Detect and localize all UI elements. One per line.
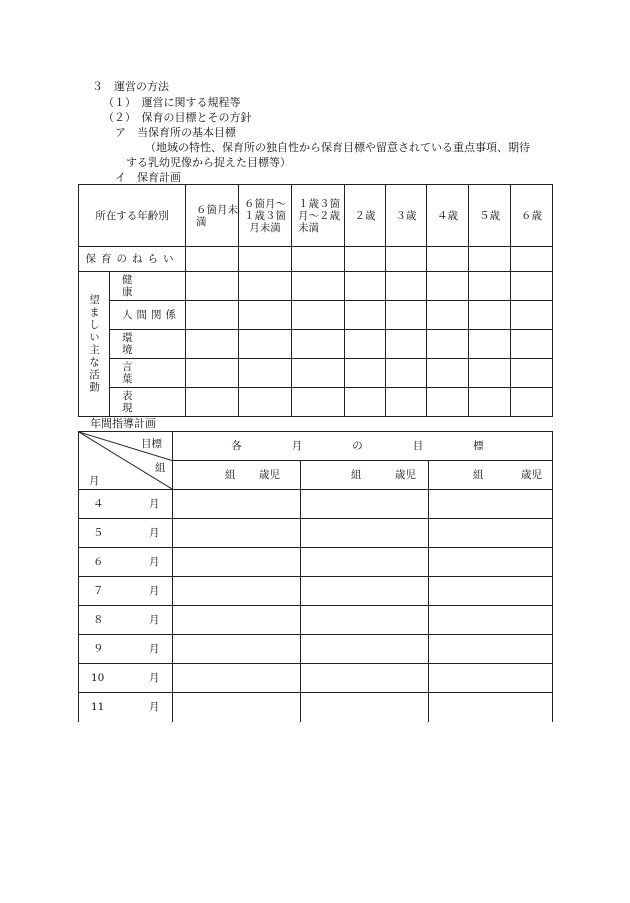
annual-plan-table	[78, 431, 553, 722]
item-basic-goal: ア 当保育所の基本目標	[115, 126, 236, 139]
month-row-label: ９ 月	[79, 635, 173, 664]
month-row-label: 10 月	[79, 664, 173, 693]
age-label: 歳児	[521, 469, 542, 481]
month-row-label: 11 月	[79, 693, 173, 722]
activity-environment: 環境	[110, 330, 186, 359]
age-col-0: ６箇月未満	[186, 185, 239, 247]
group-label: 組	[351, 469, 362, 481]
age-col-7: ６歳	[511, 185, 553, 247]
age-col-4: ３歳	[386, 185, 427, 247]
section-heading: ３ 運営の方法	[92, 80, 169, 93]
aim-label: 保育のねらい	[79, 247, 186, 272]
group-cell-2	[301, 461, 429, 490]
month-row-label: ６ 月	[79, 548, 173, 577]
month-row-label: ４ 月	[79, 490, 173, 519]
activity-group-label: 望ましい主な活動	[88, 294, 100, 394]
subsection-goals: （２） 保育の目標とその方針	[103, 111, 252, 124]
group-cell-3	[429, 461, 553, 490]
item-care-plan: イ 保育計画	[115, 171, 181, 184]
corner-goal-label: 目標	[141, 438, 162, 450]
age-col-5: ４歳	[427, 185, 469, 247]
age-col-6: ５歳	[469, 185, 511, 247]
activity-health: 健康	[110, 272, 186, 301]
age-col-2: １歳３箇月〜２歳未満	[292, 185, 345, 247]
subsection-regulations: （１） 運営に関する規程等	[103, 96, 241, 109]
activity-language: 言葉	[110, 359, 186, 388]
age-header: 所在する年齢別	[79, 185, 186, 247]
note-line-1: （地域の特性、保育所の独自性から保育目標や留意されている重点事項、期待	[145, 141, 530, 154]
goals-header: 各月の目標	[173, 432, 553, 461]
corner-cell	[79, 432, 173, 490]
age-label: 歳児	[395, 469, 416, 481]
corner-group-label: 組	[155, 462, 166, 474]
annual-plan-title: 年間指導計画	[90, 417, 156, 430]
month-row-label: ８ 月	[79, 606, 173, 635]
age-col-3: ２歳	[345, 185, 386, 247]
note-line-2: する乳幼児像から捉えた目標等）	[126, 156, 291, 169]
group-cell-1	[173, 461, 301, 490]
month-row-label: ５ 月	[79, 519, 173, 548]
activity-expression: 表現	[110, 388, 186, 417]
activity-group-cell	[79, 272, 110, 417]
corner-month-label: 月	[89, 475, 100, 487]
activity-relations: 人間関係	[110, 301, 186, 330]
age-col-1: ６箇月〜１歳３箇月未満	[239, 185, 292, 247]
month-row-label: ７ 月	[79, 577, 173, 606]
group-label: 組	[225, 469, 236, 481]
age-label: 歳児	[259, 469, 280, 481]
care-plan-table	[78, 184, 553, 417]
group-label: 組	[473, 469, 484, 481]
